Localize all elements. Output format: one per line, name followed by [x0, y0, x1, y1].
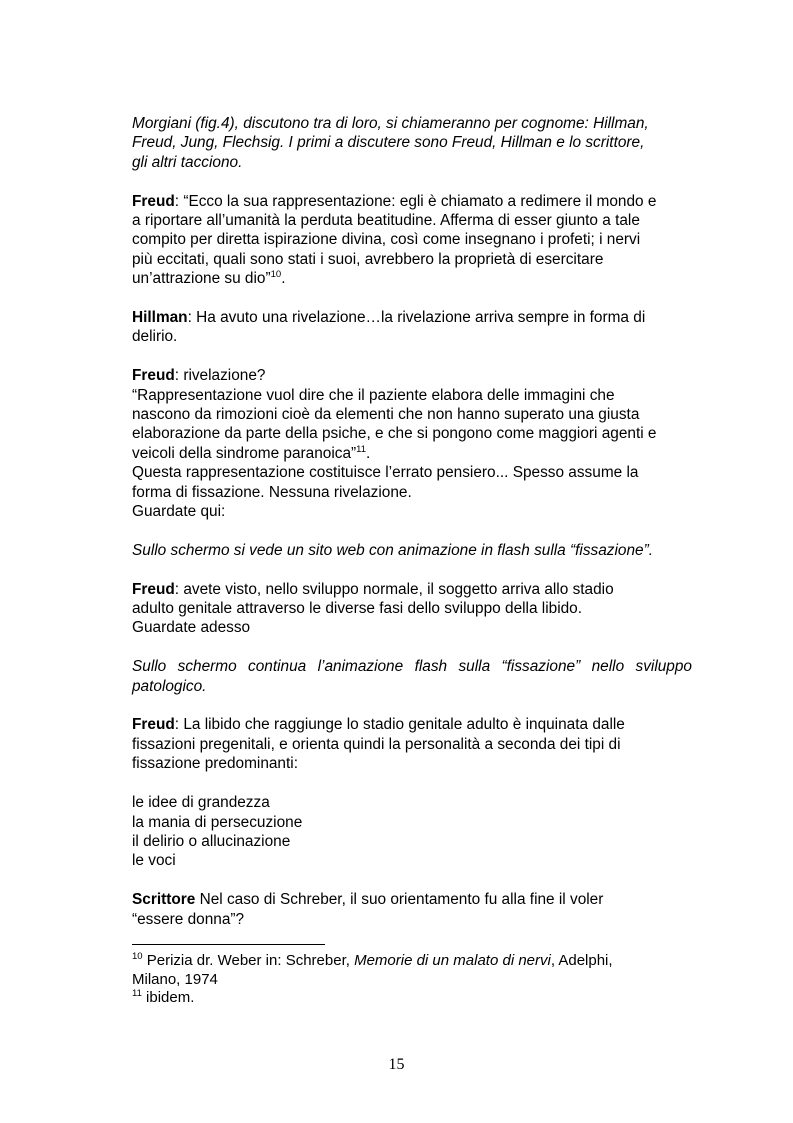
footnotes: [132, 952, 692, 1008]
footnote-separator: [132, 944, 325, 945]
symptom-list: [132, 793, 692, 871]
footnote-10: $^{10}$ Perizia dr. Weber in: Schreber, Memorie di un malato di nervi, Adelphi, Milano, 1974: [132, 951, 613, 988]
page-number: 15: [388, 1056, 405, 1073]
scrittore-speech: Scrittore Nel caso di Schreber, il suo orientamento fu alla fine il voler “essere donna”?: [132, 891, 604, 928]
footnote-ref-10: 10: [270, 269, 282, 281]
freud-speech-3: Freud: avete visto, nello sviluppo normale, il soggetto arriva allo stadio adulto genitale attraverso le diverse fasi dello sviluppo della libido. Guardate adesso: [132, 580, 614, 637]
stage-direction-2: Sullo schermo continua l’animazione flash sulla “fissazione” nello sviluppo patologico.: [132, 658, 692, 695]
speaker-name: Hillman: [132, 309, 188, 327]
list-item: le voci: [132, 852, 176, 870]
hillman-speech-1: Hillman: Ha avuto una rivelazione…la rivelazione arriva sempre in forma di delirio.: [132, 309, 646, 346]
footnote-ref-11: 11: [356, 443, 367, 455]
speaker-name: Scrittore: [132, 891, 196, 909]
freud-speech-4: Freud: La libido che raggiunge lo stadio genitale adulto è inquinata dalle fissazioni pregenitali, e orienta quindi la personalità a seconda dei tipi di fissazione predominanti:: [132, 716, 625, 773]
book-title: Memorie di un malato di nervi: [354, 952, 551, 969]
list-item: il delirio o allucinazione: [132, 832, 291, 850]
footnote-11: $^{11}$ ibidem.: [132, 988, 195, 1007]
freud-speech-2: Freud: rivelazione? “Rappresentazione vuol dire che il paziente elabora delle immagini che nascono da rimozioni cioè da elementi che non hanno superato una giusta elaborazione da parte della psiche, e che si pongono come maggiori agenti e veicoli della sindrome paranoica”$^{11}$. Questa rappresentazione costituisce l’errato pensiero... Spesso assume la forma di fissazione. Nessuna rivelazione. Guardate qui:: [132, 367, 657, 521]
speaker-name: Freud: [132, 716, 175, 734]
speaker-name: Freud: [132, 192, 175, 210]
speaker-name: Freud: [132, 580, 175, 598]
speaker-name: Freud: [132, 367, 175, 385]
list-item: la mania di persecuzione: [132, 813, 303, 831]
freud-speech-1: Freud: “Ecco la sua rappresentazione: egli è chiamato a redimere il mondo e a riportare all’umanità la perduta beatitudine. Afferma di esser giunto a tale compito per diretta ispirazione divina, così come insegnano i profeti; i nervi più eccitati, quali sono stati i suoi, avrebbero la proprietà di esercitare un’attrazione su dio”$^{10}$.: [132, 192, 657, 288]
intro-paragraph: Morgiani (fig.4), discutono tra di loro, si chiameranno per cognome: Hillman, Freud, Jung, Flechsig. I primi a discutere sono Freud, Hillman e lo scrittore, gli altri tacciono.: [132, 115, 649, 171]
list-item: le idee di grandezza: [132, 794, 270, 812]
page-body: [132, 114, 692, 929]
stage-direction-1: Sullo schermo si vede un sito web con animazione in flash sulla “fissazione”.: [132, 541, 653, 559]
